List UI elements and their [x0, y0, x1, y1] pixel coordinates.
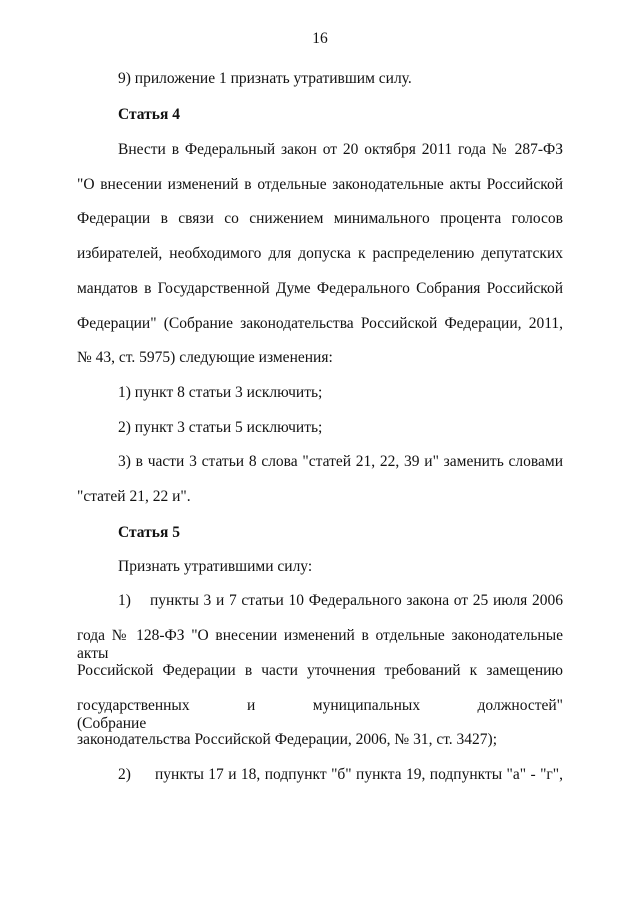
- article-heading: Статья 5: [118, 524, 180, 541]
- text-line: избирателей, необходимого для допуска к распределению депутатских: [77, 245, 563, 262]
- list-item: 1) пункт 8 статьи 3 исключить;: [118, 384, 323, 401]
- text-line: мандатов в Государственной Думе Федерального Собрания Российской: [77, 280, 563, 297]
- text-line: "О внесении изменений в отдельные законодательные акты Российской: [77, 176, 563, 193]
- list-item: 2) пункт 3 статьи 5 исключить;: [118, 419, 323, 436]
- text-line: Внести в Федеральный закон от 20 октября 2011 года № 287-ФЗ: [118, 141, 563, 158]
- article-heading: Статья 4: [118, 106, 180, 123]
- list-item: 3) в части 3 статьи 8 слова "статей 21, 22, 39 и" заменить словами: [118, 453, 563, 470]
- text-line: Российской Федерации в части уточнения требований к замещению: [77, 662, 563, 679]
- text-line: пункты 3 и 7 статьи 10 Федерального закона от 25 июля 2006: [150, 592, 563, 609]
- text-line: Признать утратившими силу:: [118, 558, 313, 575]
- item-number: 1): [118, 592, 131, 609]
- text-line: Федерации в связи со снижением минимального процента голосов: [77, 210, 563, 227]
- text-line: пункты 17 и 18, подпункт "б" пункта 19, подпункты "а" - "г",: [155, 766, 563, 783]
- text-line: года № 128-ФЗ "О внесении изменений в отдельные законодательные акты: [77, 627, 563, 662]
- item-number: 2): [118, 766, 131, 783]
- text-line: законодательства Российской Федерации, 2006, № 31, ст. 3427);: [77, 731, 498, 748]
- text-line: Федерации" (Собрание законодательства Российской Федерации, 2011,: [77, 315, 563, 332]
- text-line: 9) приложение 1 признать утратившим силу.: [118, 70, 412, 87]
- page-number: 16: [312, 30, 328, 47]
- text-line: государственных и муниципальных должностей" (Собрание: [77, 697, 563, 732]
- text-line: № 43, ст. 5975) следующие изменения:: [77, 349, 333, 366]
- text-line: "статей 21, 22 и".: [77, 488, 191, 505]
